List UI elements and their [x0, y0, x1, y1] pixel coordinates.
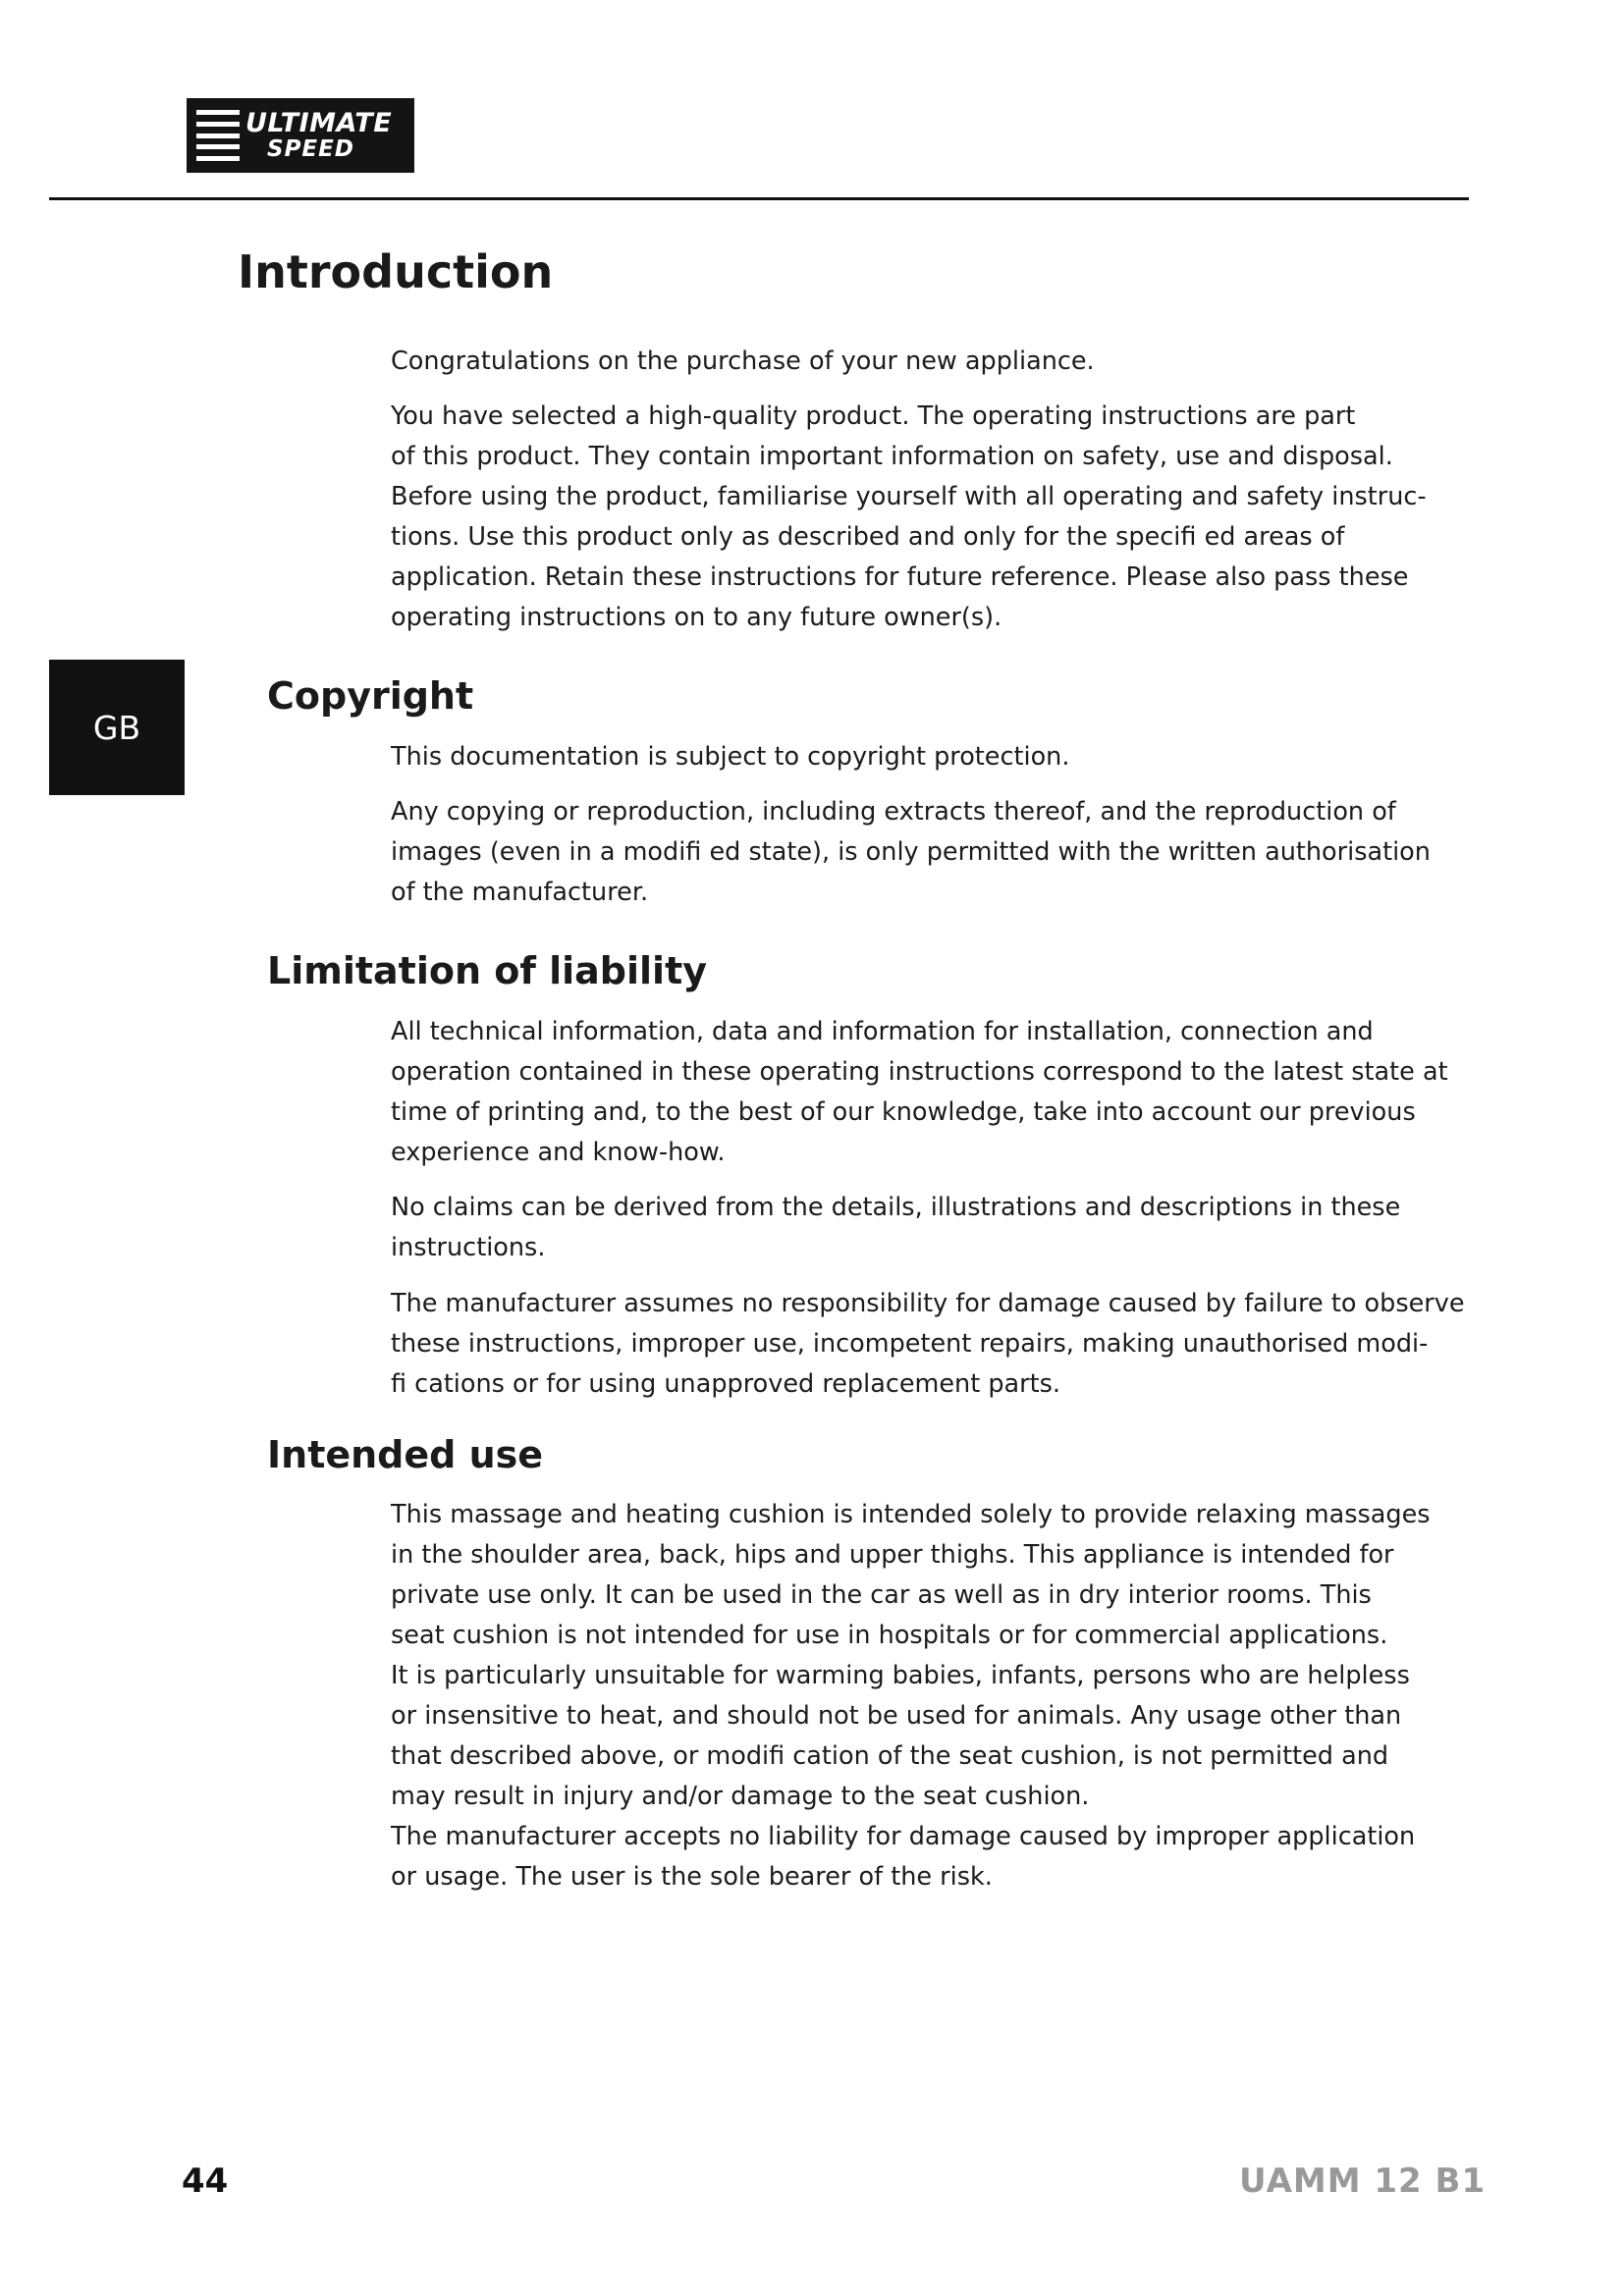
text-line: or insensitive to heat, and should not be used for animals. Any usage other than	[391, 1701, 1402, 1731]
text-line: No claims can be derived from the details, illustrations and descriptions in these	[391, 1193, 1401, 1222]
text-line: The manufacturer assumes no responsibility for damage caused by failure to observe	[391, 1289, 1465, 1318]
logo-wordmark	[245, 110, 392, 161]
logo-line-2: SPEED	[267, 136, 354, 162]
text-line: private use only. It can be used in the car as well as in dry interior rooms. This	[391, 1580, 1372, 1610]
text-line: images (even in a modifi ed state), is only permitted with the written authorisation	[391, 837, 1431, 867]
text-line: operating instructions on to any future owner(s).	[391, 603, 1002, 632]
text-line: fi cations or for using unapproved replacement parts.	[391, 1369, 1061, 1399]
text-line: or usage. The user is the sole bearer of the risk.	[391, 1862, 993, 1892]
text-line: This massage and heating cushion is intended solely to provide relaxing massages	[391, 1500, 1431, 1529]
text-line: You have selected a high-quality product. The operating instructions are part	[391, 401, 1356, 431]
text-line: experience and know-how.	[391, 1138, 726, 1167]
intro-paragraph-2	[391, 397, 1427, 638]
logo-stripes-icon	[196, 110, 240, 161]
text-line: This documentation is subject to copyright protection.	[391, 742, 1070, 772]
heading-introduction: Introduction	[238, 245, 554, 298]
text-line: application. Retain these instructions for future reference. Please also pass these	[391, 562, 1409, 592]
intended-use-paragraph	[391, 1495, 1431, 1897]
language-tab: GB	[49, 660, 185, 795]
text-line: of this product. They contain important information on safety, use and disposal.	[391, 442, 1393, 471]
heading-copyright: Copyright	[267, 674, 474, 718]
text-line: may result in injury and/or damage to the seat cushion.	[391, 1782, 1090, 1811]
text-line: these instructions, improper use, incompetent repairs, making unauthorised modi-	[391, 1329, 1429, 1359]
liability-paragraph-1	[391, 1012, 1448, 1173]
logo-line-1: ULTIMATE	[245, 108, 393, 138]
text-line: It is particularly unsuitable for warming babies, infants, persons who are helpless	[391, 1661, 1410, 1690]
text-line: seat cushion is not intended for use in hospitals or for commercial applications.	[391, 1621, 1388, 1650]
text-line: All technical information, data and information for installation, connection and	[391, 1017, 1374, 1046]
text-line: instructions.	[391, 1233, 546, 1262]
intro-paragraph-1	[391, 342, 1422, 382]
copyright-paragraph-2	[391, 792, 1431, 913]
text-line: The manufacturer accepts no liability for damage caused by improper application	[391, 1822, 1416, 1851]
text-line: Any copying or reproduction, including extracts thereof, and the reproduction of	[391, 797, 1396, 827]
heading-intended-use: Intended use	[267, 1433, 544, 1476]
liability-paragraph-2	[391, 1188, 1422, 1268]
text-line: time of printing and, to the best of our knowledge, take into account our previous	[391, 1097, 1416, 1127]
copyright-paragraph-1	[391, 737, 1422, 777]
model-number: UAMM 12 B1	[1239, 2162, 1487, 2201]
text-line: tions. Use this product only as described and only for the specifi ed areas of	[391, 522, 1345, 552]
heading-limitation-of-liability: Limitation of liability	[267, 949, 708, 992]
text-line: Congratulations on the purchase of your new appliance.	[391, 347, 1095, 376]
text-line: in the shoulder area, back, hips and upper thighs. This appliance is intended for	[391, 1540, 1394, 1570]
text-line: operation contained in these operating instructions correspond to the latest state at	[391, 1057, 1448, 1087]
text-line: of the manufacturer.	[391, 878, 649, 907]
header-divider	[49, 197, 1469, 200]
text-line: that described above, or modifi cation of the seat cushion, is not permitted and	[391, 1741, 1389, 1771]
liability-paragraph-3	[391, 1284, 1465, 1405]
brand-logo	[187, 98, 414, 173]
text-line: Before using the product, familiarise yourself with all operating and safety instruc-	[391, 482, 1427, 511]
page-number: 44	[182, 2162, 229, 2201]
